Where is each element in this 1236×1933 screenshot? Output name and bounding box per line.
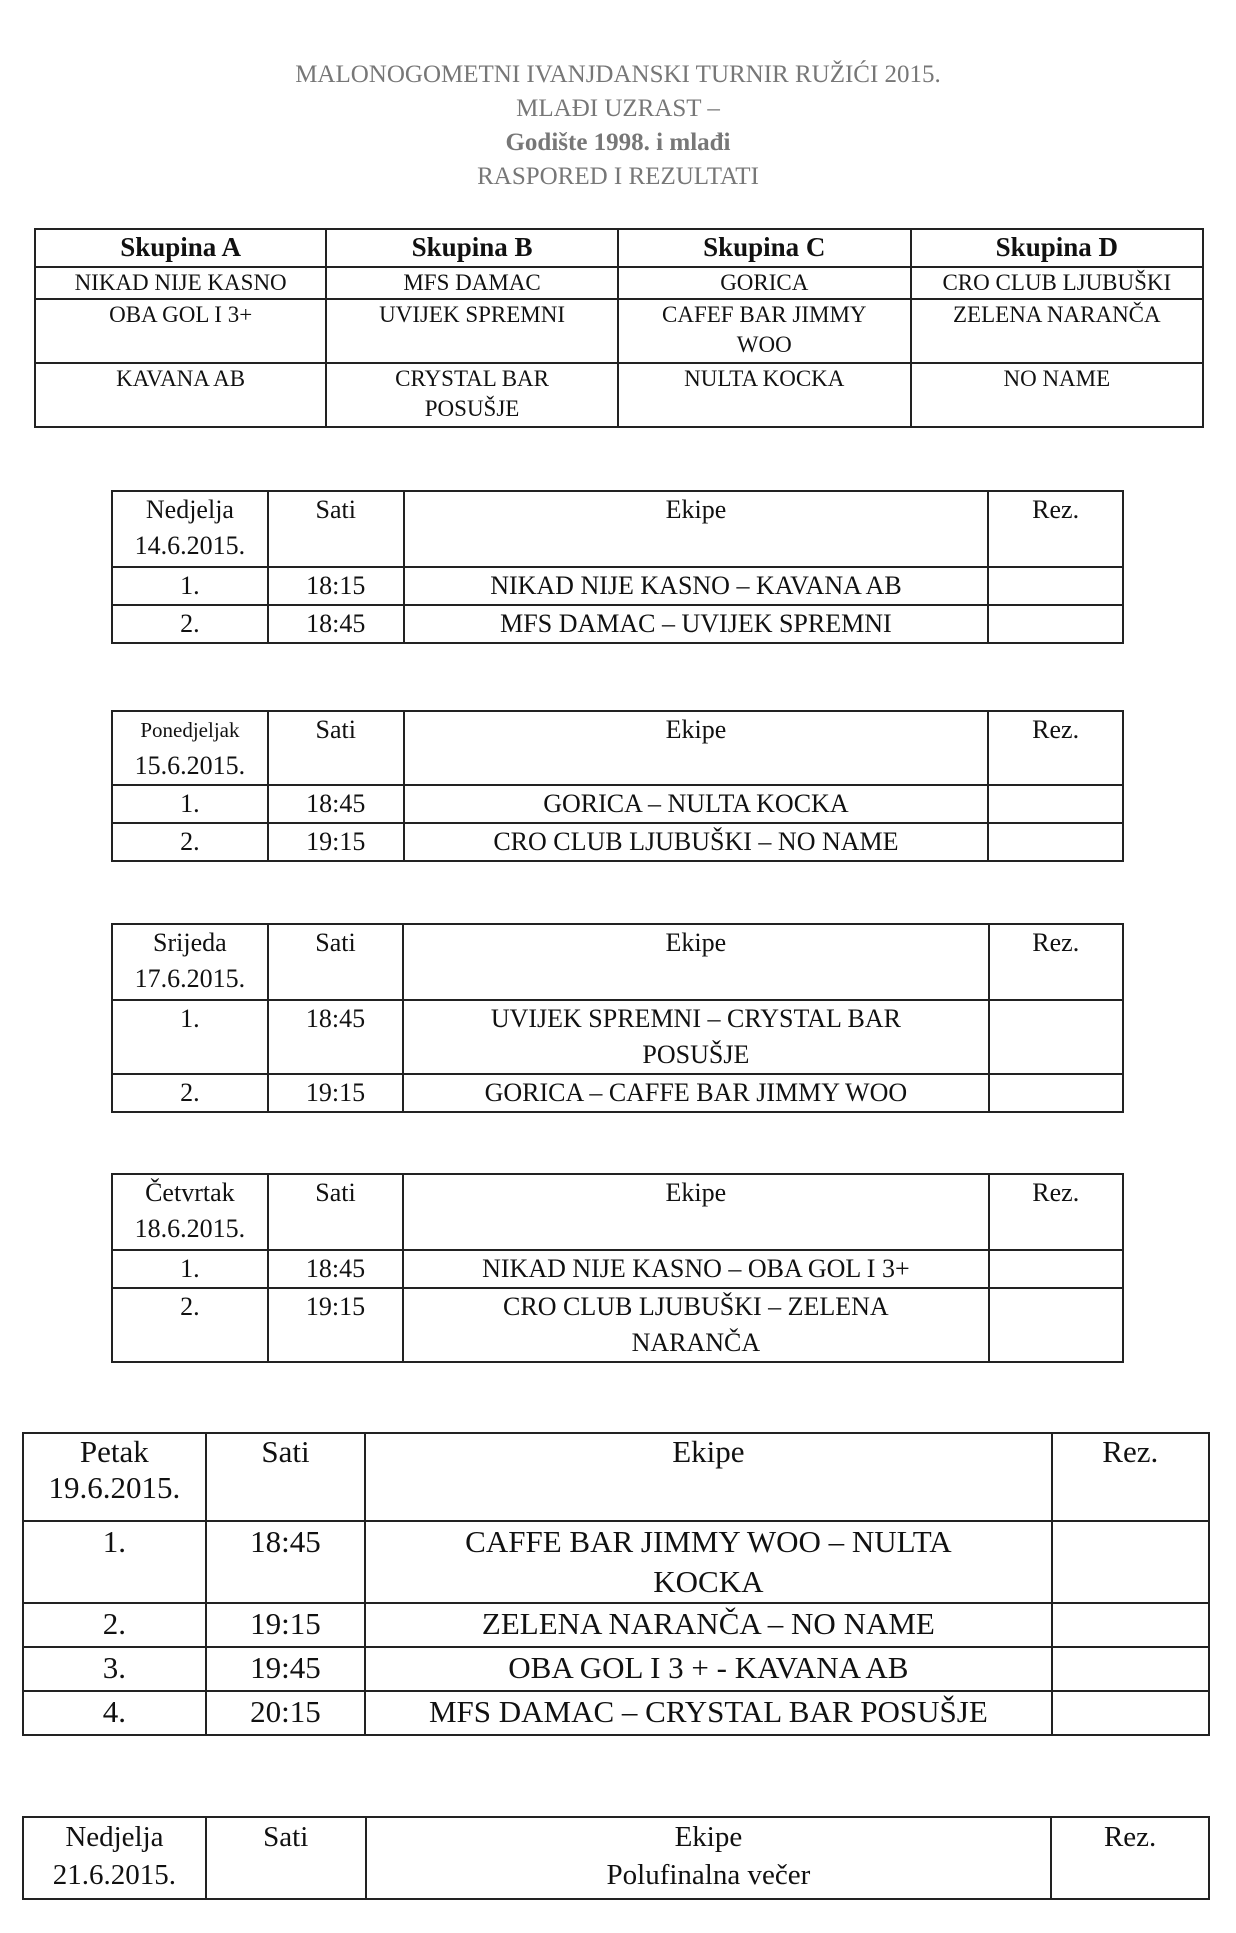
match-teams	[403, 1288, 988, 1362]
schedule-header-row	[112, 491, 1123, 567]
match-number: 2.	[112, 1074, 268, 1112]
day-name: Četvrtak	[145, 1178, 235, 1207]
match-time: 19:15	[268, 1288, 404, 1362]
match-result	[988, 567, 1123, 605]
day-name: Nedjelja	[145, 495, 234, 524]
col-teams-header: Ekipe	[403, 924, 988, 1000]
group-team-text: CAFEF BAR JIMMY WOO	[662, 302, 867, 357]
document-header	[0, 58, 1236, 194]
group-team-text: CRYSTAL BAR POSUŠJE	[395, 366, 549, 421]
document-subtitle: RASPORED I REZULTATI	[477, 163, 759, 190]
day-name: Srijeda	[153, 928, 227, 957]
match-time: 18:45	[268, 1000, 404, 1074]
match-time: 18:45	[268, 785, 404, 823]
groups-header-row	[35, 229, 1203, 267]
col-time-header: Sati	[268, 711, 404, 785]
match-row	[112, 1250, 1123, 1288]
group-team: CRO CLUB LJUBUŠKI	[911, 267, 1203, 299]
match-number: 2.	[23, 1603, 206, 1647]
col-time-header: Sati	[268, 491, 404, 567]
match-time: 19:15	[206, 1603, 366, 1647]
match-teams: NIKAD NIJE KASNO – OBA GOL I 3+	[403, 1250, 988, 1288]
group-team: GORICA	[618, 267, 911, 299]
group-team: NO NAME	[911, 363, 1203, 427]
group-c-header: Skupina C	[618, 229, 911, 267]
match-teams-text: CRO CLUB LJUBUŠKI – ZELENA NARANČA	[503, 1292, 889, 1357]
col-result-header: Rez.	[989, 924, 1123, 1000]
schedule-header-row	[112, 924, 1123, 1000]
match-time: 19:15	[268, 823, 404, 861]
match-teams: NIKAD NIJE KASNO – KAVANA AB	[404, 567, 989, 605]
match-number: 1.	[112, 1000, 268, 1074]
match-row	[112, 823, 1123, 861]
match-result	[989, 1250, 1123, 1288]
schedule-header-row	[23, 1817, 1209, 1899]
schedule-table-day-5	[22, 1432, 1210, 1736]
group-team	[326, 363, 618, 427]
group-d-header: Skupina D	[911, 229, 1203, 267]
match-result	[988, 785, 1123, 823]
col-result-header: Rez.	[988, 491, 1123, 567]
match-number: 2.	[112, 605, 268, 643]
match-time: 18:45	[206, 1521, 366, 1603]
match-row	[112, 785, 1123, 823]
match-time: 18:15	[268, 567, 404, 605]
schedule-header-row	[112, 711, 1123, 785]
match-result	[1052, 1603, 1209, 1647]
col-time-header: Sati	[268, 1174, 404, 1250]
match-teams: MFS DAMAC – CRYSTAL BAR POSUŠJE	[365, 1691, 1051, 1735]
col-teams-label: Ekipe	[674, 1821, 743, 1853]
group-b-header: Skupina B	[326, 229, 618, 267]
col-teams-header: Ekipe	[365, 1433, 1051, 1521]
col-result-header: Rez.	[1052, 1433, 1209, 1521]
match-number: 2.	[112, 1288, 268, 1362]
tournament-title: MALONOGOMETNI IVANJDANSKI TURNIR RUŽIĆI 2015.	[295, 61, 941, 88]
match-row	[112, 1288, 1123, 1362]
col-result-header: Rez.	[989, 1174, 1123, 1250]
match-teams: OBA GOL I 3 + - KAVANA AB	[365, 1647, 1051, 1691]
group-team: UVIJEK SPREMNI	[326, 299, 618, 363]
day-date: 19.6.2015.	[48, 1470, 181, 1505]
col-teams-header: Ekipe	[403, 1174, 988, 1250]
match-time: 18:45	[268, 605, 404, 643]
col-teams-header	[366, 1817, 1052, 1899]
group-team: OBA GOL I 3+	[35, 299, 326, 363]
birth-year: Godište 1998. i mlađi	[505, 129, 731, 156]
match-teams: MFS DAMAC – UVIJEK SPREMNI	[404, 605, 989, 643]
match-teams	[403, 1000, 988, 1074]
semifinal-note: Polufinalna večer	[606, 1859, 811, 1891]
group-a-header: Skupina A	[35, 229, 326, 267]
schedule-table-day-3	[111, 923, 1124, 1113]
match-teams: GORICA – NULTA KOCKA	[404, 785, 989, 823]
match-result	[989, 1000, 1123, 1074]
match-teams	[365, 1521, 1051, 1603]
schedule-header-row	[23, 1433, 1209, 1521]
match-time: 18:45	[268, 1250, 404, 1288]
match-row	[112, 605, 1123, 643]
match-result	[1052, 1691, 1209, 1735]
match-number: 1.	[112, 567, 268, 605]
col-teams-header: Ekipe	[404, 711, 989, 785]
day-cell	[112, 924, 268, 1000]
match-time: 19:15	[268, 1074, 404, 1112]
match-teams: GORICA – CAFFE BAR JIMMY WOO	[403, 1074, 988, 1112]
col-time-header: Sati	[206, 1433, 366, 1521]
day-date: 17.6.2015.	[134, 964, 246, 993]
group-team	[618, 299, 911, 363]
match-number: 3.	[23, 1647, 206, 1691]
match-number: 2.	[112, 823, 268, 861]
day-date: 18.6.2015.	[134, 1214, 246, 1243]
day-cell	[23, 1433, 206, 1521]
group-team: ZELENA NARANČA	[911, 299, 1203, 363]
match-row	[23, 1603, 1209, 1647]
day-cell	[112, 711, 268, 785]
age-category: MLAĐI UZRAST –	[516, 95, 720, 122]
match-result	[988, 605, 1123, 643]
match-row	[112, 1074, 1123, 1112]
match-number: 1.	[112, 1250, 268, 1288]
day-cell	[112, 1174, 268, 1250]
day-date: 15.6.2015.	[134, 751, 246, 780]
schedule-table-day-1	[111, 490, 1124, 644]
match-result	[989, 1288, 1123, 1362]
match-teams-text: CAFFE BAR JIMMY WOO – NULTA KOCKA	[465, 1524, 952, 1599]
match-result	[988, 823, 1123, 861]
match-time: 19:45	[206, 1647, 366, 1691]
schedule-header-row	[112, 1174, 1123, 1250]
col-result-header: Rez.	[1051, 1817, 1209, 1899]
match-number: 1.	[112, 785, 268, 823]
match-time: 20:15	[206, 1691, 366, 1735]
day-cell	[23, 1817, 206, 1899]
groups-table	[34, 228, 1204, 428]
match-row	[23, 1647, 1209, 1691]
match-row	[112, 1000, 1123, 1074]
day-date: 21.6.2015.	[52, 1859, 177, 1891]
col-teams-header: Ekipe	[404, 491, 989, 567]
match-number: 1.	[23, 1521, 206, 1603]
schedule-table-day-4	[111, 1173, 1124, 1363]
match-number: 4.	[23, 1691, 206, 1735]
col-time-header: Sati	[268, 924, 404, 1000]
match-row	[112, 567, 1123, 605]
groups-row	[35, 267, 1203, 299]
col-result-header: Rez.	[988, 711, 1123, 785]
match-result	[989, 1074, 1123, 1112]
groups-row	[35, 363, 1203, 427]
day-name: Ponedjeljak	[140, 718, 240, 742]
group-team: MFS DAMAC	[326, 267, 618, 299]
schedule-table-day-6	[22, 1816, 1210, 1900]
group-team: NIKAD NIJE KASNO	[35, 267, 326, 299]
day-name: Petak	[79, 1434, 149, 1469]
day-name: Nedjelja	[65, 1821, 164, 1853]
match-result	[1052, 1521, 1209, 1603]
group-team: KAVANA AB	[35, 363, 326, 427]
day-date: 14.6.2015.	[134, 531, 246, 560]
match-teams: CRO CLUB LJUBUŠKI – NO NAME	[404, 823, 989, 861]
group-team: NULTA KOCKA	[618, 363, 911, 427]
match-teams-text: UVIJEK SPREMNI – CRYSTAL BAR POSUŠJE	[490, 1004, 901, 1069]
match-result	[1052, 1647, 1209, 1691]
col-time-header: Sati	[206, 1817, 366, 1899]
groups-row	[35, 299, 1203, 363]
match-row	[23, 1521, 1209, 1603]
day-cell	[112, 491, 268, 567]
match-teams: ZELENA NARANČA – NO NAME	[365, 1603, 1051, 1647]
schedule-table-day-2	[111, 710, 1124, 862]
match-row	[23, 1691, 1209, 1735]
